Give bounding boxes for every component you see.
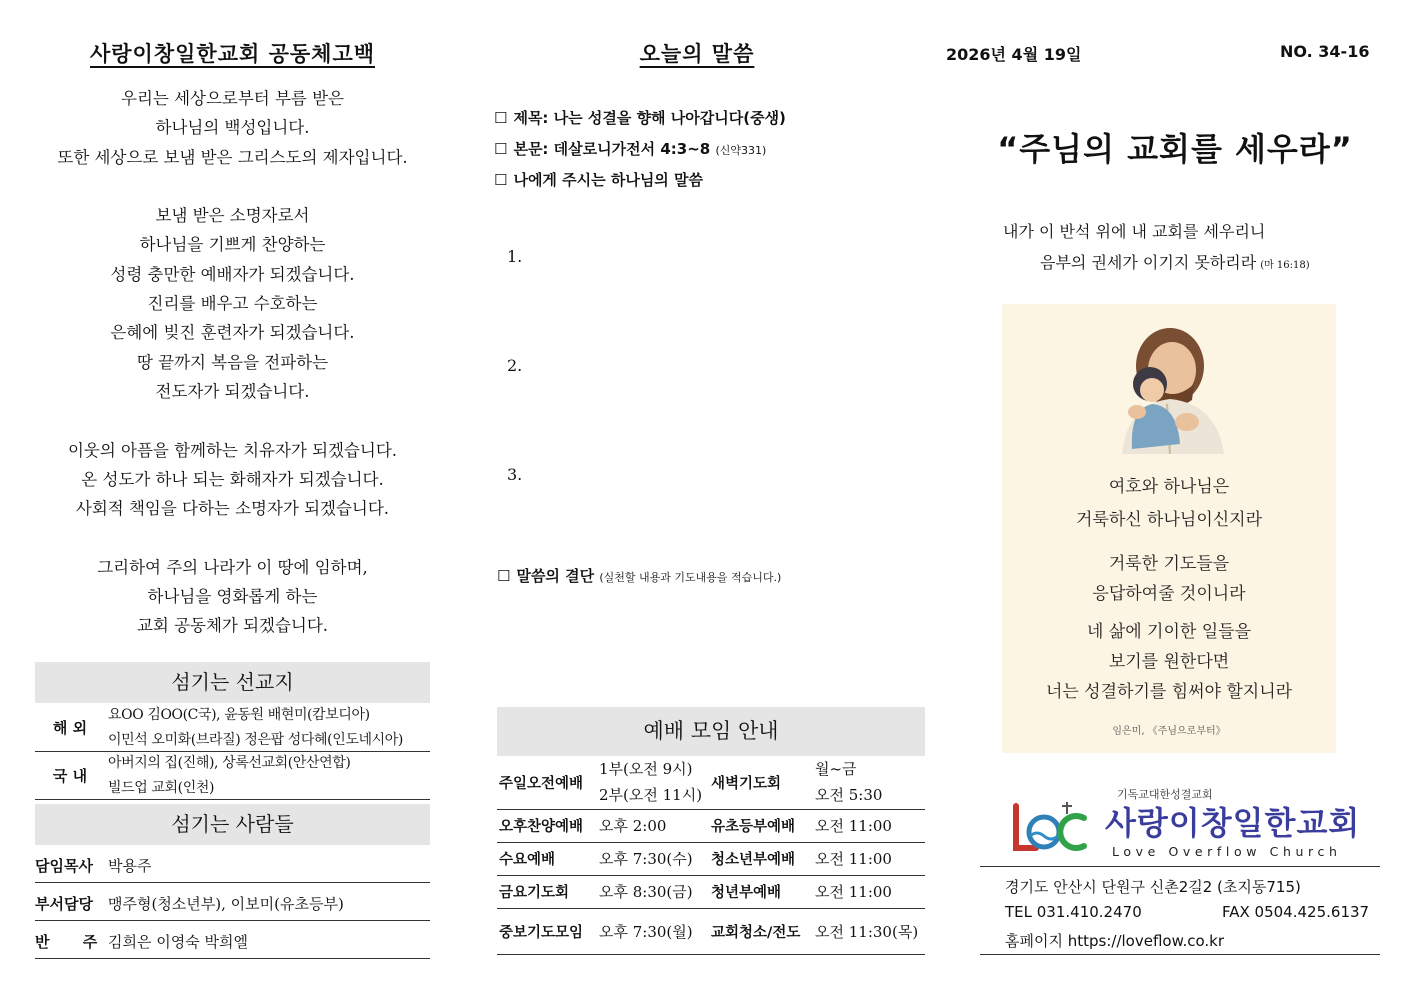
creed-line: 땅 끝까지 복음을 전파하는 — [136, 352, 329, 372]
creed-line: 그리하여 주의 나라가 이 땅에 임하며, — [97, 557, 368, 577]
poster-line: 네 삶에 기이한 일들을 — [1086, 622, 1251, 642]
creed-line: 보냄 받은 소명자로서 — [155, 206, 310, 226]
missionary-row-domestic — [35, 752, 430, 800]
checkbox-icon[interactable]: ☐ — [497, 567, 511, 585]
point-number: 3. — [507, 465, 523, 484]
missionary-line: 이민석 오미화(브라질) 정은팝 성다혜(인도네시아) — [108, 732, 403, 748]
point-number: 1. — [507, 247, 523, 266]
sermon-text-ref: (신약331) — [715, 144, 767, 157]
people-row — [35, 884, 430, 921]
people-row — [35, 922, 430, 959]
resolve-label: 말씀의 결단 — [516, 567, 595, 585]
creed-spacer — [30, 172, 435, 201]
creed-line: 교회 공동체가 되겠습니다. — [136, 616, 329, 636]
creed-line: 하나님을 기쁘게 찬양하는 — [139, 235, 326, 255]
resolve-note: (실천할 내용과 기도내용을 적습니다.) — [599, 571, 782, 584]
missionary-line: 빌드업 교회(인천) — [108, 780, 215, 796]
missionary-section-heading: 섬기는 선교지 — [35, 662, 430, 703]
verse-line-1: 내가 이 반석 위에 내 교회를 세우리니 — [1003, 222, 1266, 241]
verse-ref: (마 16:18) — [1260, 260, 1310, 271]
homepage-link[interactable]: 홈페이지 https://loveflow.co.kr — [1005, 932, 1225, 950]
creed-title: 사랑이창일한교회 공동체고백 — [89, 42, 376, 66]
creed-spacer — [30, 523, 435, 552]
service-time: 오후 7:30(수) — [597, 842, 709, 875]
service-name: 교회청소/전도 — [709, 908, 813, 954]
service-row — [497, 809, 925, 842]
service-time: 오후 8:30(금) — [597, 875, 709, 908]
poster-image — [1002, 304, 1336, 753]
verse-line-2 — [1040, 250, 1310, 273]
sermon-title-label: 제목: — [513, 109, 549, 127]
service-name: 금요기도회 — [497, 875, 597, 908]
checkbox-icon[interactable]: ☐ — [494, 140, 508, 158]
creed-line: 진리를 배우고 수호하는 — [147, 294, 318, 314]
poster-line: 여호와 하나님은 — [1108, 477, 1230, 497]
resolve-line — [497, 565, 781, 586]
church-logo-block — [1010, 790, 1370, 860]
service-time-line: 2부(오전 11시) — [599, 786, 703, 805]
service-row — [497, 842, 925, 875]
creed-line: 하나님의 백성입니다. — [155, 118, 310, 138]
word-title: 오늘의 말씀 — [639, 42, 755, 66]
poster-credit: 임은미, 《주님으로부터》 — [1112, 726, 1226, 737]
missionary-row-overseas — [35, 703, 430, 752]
service-time — [597, 756, 709, 809]
services-heading: 예배 모임 안내 — [497, 707, 925, 756]
checkbox-icon[interactable]: ☐ — [494, 109, 508, 127]
creed-text — [30, 84, 435, 641]
creed-line: 성령 충만한 예배자가 되겠습니다. — [110, 264, 355, 284]
missionary-label: 국 내 — [52, 767, 88, 785]
creed-line: 또한 세상으로 보냄 받은 그리스도의 제자입니다. — [57, 147, 408, 167]
service-time: 오전 11:00 — [813, 809, 925, 842]
sermon-title-line — [494, 107, 786, 128]
poster-line: 너는 성결하기를 힘써야 할지니라 — [1045, 682, 1293, 702]
service-time-line: 월~금 — [815, 760, 857, 779]
service-time: 오전 11:30(목) — [813, 908, 925, 954]
service-name: 새벽기도회 — [709, 756, 813, 809]
creed-line: 전도자가 되겠습니다. — [155, 381, 310, 401]
poster-line: 응답하여줄 것이니라 — [1092, 584, 1246, 604]
people-role: 반 주 — [35, 933, 112, 951]
church-name-korean: 사랑이창일한교회 — [1105, 804, 1361, 842]
people-role: 담임목사 — [35, 857, 93, 875]
missionary-label: 해 외 — [52, 719, 88, 737]
creed-line: 온 성도가 하나 되는 화해자가 되겠습니다. — [81, 469, 384, 489]
creed-line: 하나님을 영화롭게 하는 — [147, 587, 318, 607]
service-time: 오전 11:00 — [813, 875, 925, 908]
contact-block — [980, 866, 1380, 955]
service-time — [813, 756, 925, 809]
service-name: 주일오전예배 — [497, 756, 597, 809]
word-for-me-line — [494, 169, 703, 190]
service-name: 중보기도모임 — [497, 908, 597, 954]
people-names: 김희은 이영숙 박희엘 — [108, 933, 248, 951]
phone-fax — [1005, 903, 1370, 921]
creed-line: 사회적 책임을 다하는 소명자가 되겠습니다. — [75, 499, 390, 519]
service-name: 오후찬양예배 — [497, 809, 597, 842]
embrace-illustration — [1002, 304, 1336, 454]
service-name: 수요예배 — [497, 842, 597, 875]
fax: FAX 0504.425.6137 — [1222, 903, 1370, 921]
missionary-line: 요OO 김OO(C국), 윤동원 배현미(캄보디아) — [108, 707, 370, 723]
service-row — [497, 756, 925, 809]
phone: TEL 031.410.2470 — [1005, 903, 1142, 921]
word-for-me: 나에게 주시는 하나님의 말씀 — [513, 171, 704, 189]
missionary-line: 아버지의 집(진해), 상록선교회(안산연합) — [108, 755, 351, 771]
sermon-text-line — [494, 138, 766, 159]
denomination: 기독교대한성결교회 — [1117, 788, 1213, 801]
poster-line: 거룩하신 하나님이신지라 — [1075, 510, 1263, 530]
sermon-title: 나는 성결을 향해 나아갑니다(중생) — [553, 109, 786, 127]
people-names: 박용주 — [108, 857, 152, 875]
church-name-english: Love Overflow Church — [1112, 844, 1342, 859]
creed-line: 우리는 세상으로부터 부름 받은 — [121, 89, 344, 108]
sermon-text-label: 본문: — [513, 140, 549, 158]
address: 경기도 안산시 단원구 신촌2길2 (초지동715) — [1005, 878, 1301, 896]
checkbox-icon[interactable]: ☐ — [494, 171, 508, 189]
poster-line: 거룩한 기도들을 — [1108, 554, 1230, 574]
service-name: 유초등부예배 — [709, 809, 813, 842]
sermon-text: 데살로니가전서 4:3~8 — [553, 140, 711, 158]
people-row — [35, 846, 430, 883]
church-logo-icon — [1010, 798, 1090, 858]
poster-line: 보기를 원한다면 — [1108, 652, 1230, 672]
services-table — [497, 756, 925, 955]
creed-spacer — [30, 406, 435, 435]
service-name: 청년부예배 — [709, 875, 813, 908]
point-number: 2. — [507, 356, 523, 375]
verse-text: 음부의 권세가 이기지 못하리라 — [1040, 253, 1257, 272]
service-time: 오후 2:00 — [597, 809, 709, 842]
service-time-line: 1부(오전 9시) — [599, 760, 693, 779]
issue-number: NO. 34-16 — [1280, 42, 1370, 61]
service-row — [497, 875, 925, 908]
service-time-line: 오전 5:30 — [815, 786, 883, 805]
service-name: 청소년부예배 — [709, 842, 813, 875]
people-section-heading: 섬기는 사람들 — [35, 804, 430, 845]
service-row — [497, 908, 925, 954]
creed-line: 이웃의 아픔을 함께하는 치유자가 되겠습니다. — [67, 440, 398, 460]
bulletin-date: 2026년 4월 19일 — [946, 45, 1082, 64]
people-names: 맹주형(청소년부), 이보미(유초등부) — [108, 895, 344, 913]
church-motto: “주님의 교회를 세우라” — [997, 130, 1353, 168]
service-time: 오후 7:30(월) — [597, 908, 709, 954]
service-time: 오전 11:00 — [813, 842, 925, 875]
people-role: 부서담당 — [35, 895, 93, 913]
creed-line: 은혜에 빚진 훈련자가 되겠습니다. — [110, 323, 355, 343]
